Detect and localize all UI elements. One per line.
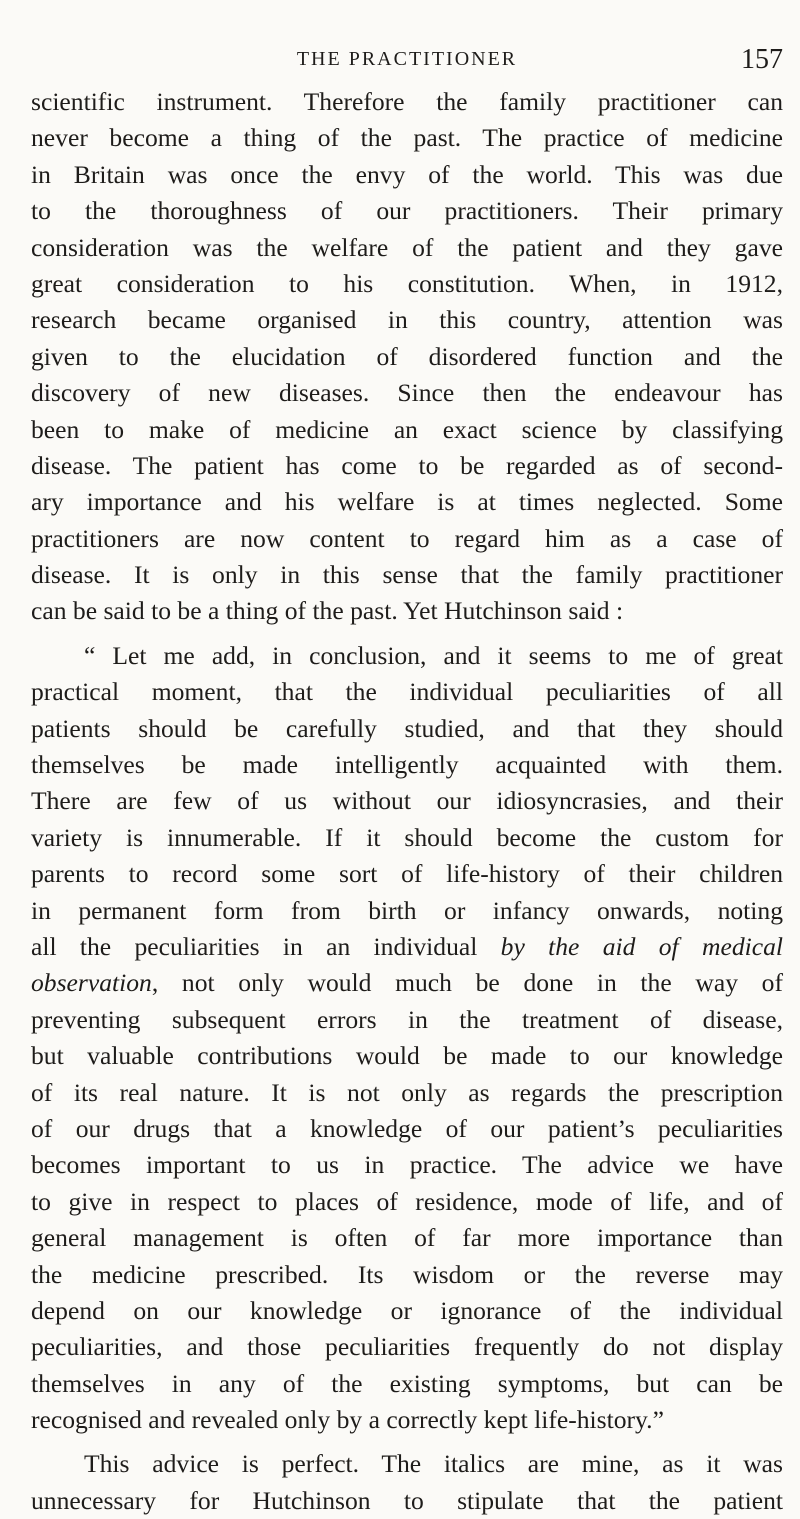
text-line: disease. The patient has come to be regarded as of second- (31, 450, 783, 480)
roman-text: , not only would much be done in the way of (151, 968, 783, 998)
text-line: ary importance and his welfare is at times neglected. Some (31, 487, 783, 517)
text-line: parents to record some sort of life-history of their children (31, 859, 783, 889)
text-line: becomes important to us in practice. The advice we have (31, 1150, 783, 1180)
text-line: preventing subsequent errors in the treatment of disease, (31, 1004, 783, 1034)
text-line: depend on our knowledge or ignorance of the individual (31, 1295, 783, 1325)
text-line: This advice is perfect. The italics are mine, as it was (84, 1449, 783, 1479)
text-line: “ Let me add, in conclusion, and it seems to me of great (84, 640, 783, 670)
text-line: of our drugs that a knowledge of our patient’s peculiarities (31, 1113, 783, 1143)
text-line: disease. It is only in this sense that the family practitioner (31, 560, 783, 590)
text-line: discovery of new diseases. Since then the endeavour has (31, 378, 783, 408)
text-line: to give in respect to places of residence, mode of life, and of (31, 1186, 783, 1216)
running-head-title: THE PRACTITIONER (296, 48, 518, 70)
running-head (31, 44, 783, 84)
text-line: in permanent form from birth or infancy onwards, noting (31, 895, 783, 925)
quotation-paragraph (31, 638, 783, 1439)
text-line: themselves in any of the existing symptoms, but can be (31, 1368, 783, 1398)
text-line: research became organised in this country, attention was (31, 305, 783, 335)
italic-text: observation (31, 968, 152, 998)
text-line: but valuable contributions would be made to our knowledge (31, 1041, 783, 1071)
text-line: practical moment, that the individual peculiarities of all (31, 677, 783, 707)
page-number: 157 (741, 44, 783, 75)
text-line: There are few of us without our idiosyncrasies, and their (31, 786, 783, 816)
paragraph-3 (31, 1446, 783, 1519)
text-line (31, 965, 783, 1001)
text-line: great consideration to his constitution. When, in 1912, (31, 268, 783, 298)
book-page (31, 44, 783, 1519)
text-line: given to the elucidation of disordered function and the (31, 341, 783, 371)
text-line: scientific instrument. Therefore the family practitioner can (31, 87, 783, 116)
italic-text: by the aid of medical (500, 931, 783, 961)
text-line: been to make of medicine an exact science by classifying (31, 414, 783, 444)
text-line: recognised and revealed only by a correctly kept life-history.” (31, 1405, 664, 1435)
text-line: to the thoroughness of our practitioners. Their primary (31, 196, 783, 226)
text-line: the medicine prescribed. Its wisdom or the reverse may (31, 1259, 783, 1289)
text-line: peculiarities, and those peculiarities frequently do not display (31, 1332, 783, 1362)
text-line: consideration was the welfare of the patient and they gave (31, 232, 783, 262)
text-line: unnecessary for Hutchinson to stipulate that the patient (31, 1485, 783, 1515)
text-line: in Britain was once the envy of the world. This was due (31, 159, 783, 189)
text-line: variety is innumerable. If it should become the custom for (31, 822, 783, 852)
text-line: can be said to be a thing of the past. Yet Hutchinson said : (31, 596, 624, 626)
text-line: of its real nature. It is not only as regards the prescription (31, 1077, 783, 1107)
text-line: practitioners are now content to regard him as a case of (31, 523, 783, 553)
text-line (31, 929, 783, 965)
paragraph-1 (31, 84, 783, 630)
text-line: patients should be carefully studied, and that they should (31, 713, 783, 743)
text-line: themselves be made intelligently acquainted with them. (31, 750, 783, 780)
text-line: never become a thing of the past. The practice of medicine (31, 123, 783, 153)
roman-text: all the peculiarities in an individual (31, 931, 501, 961)
text-line: general management is often of far more importance than (31, 1223, 783, 1253)
